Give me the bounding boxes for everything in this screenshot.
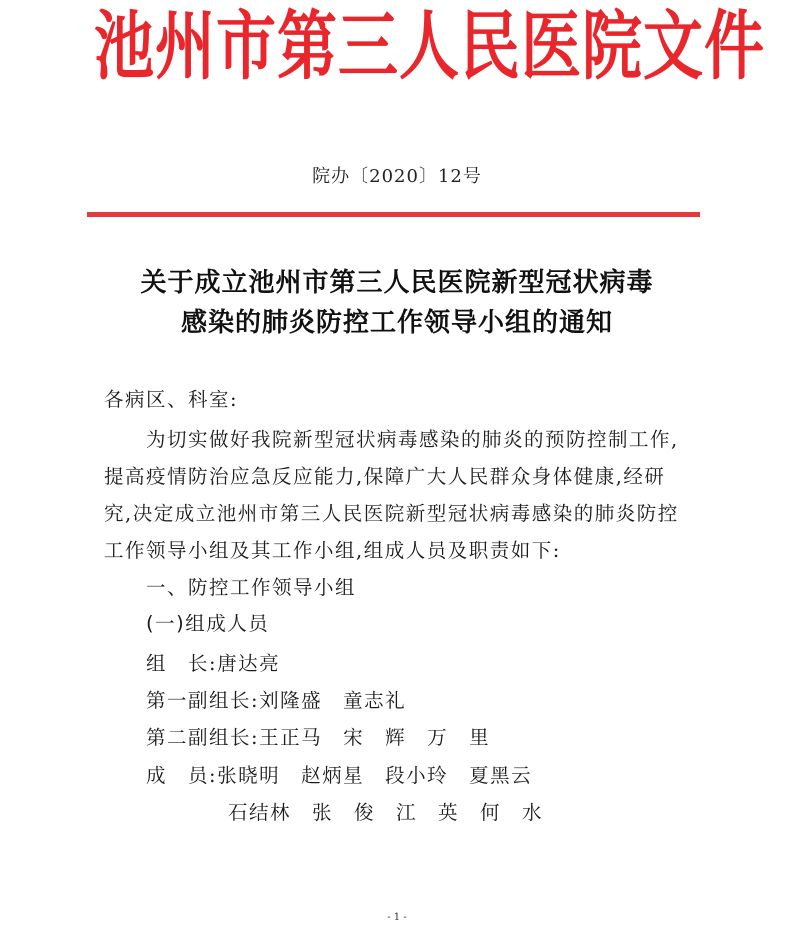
addressee: 各病区、科室: bbox=[104, 388, 239, 411]
first-deputy-line: 第一副组长:刘隆盛 童志礼 bbox=[146, 689, 407, 712]
section-heading: 一、防控工作领导小组 bbox=[146, 576, 357, 599]
members-line-2: 石结林 张 俊 江 英 何 水 bbox=[228, 801, 544, 824]
notice-title-line-2: 感染的肺炎防控工作领导小组的通知 bbox=[180, 308, 613, 338]
subsection-heading: (一)组成人员 bbox=[146, 612, 270, 635]
body-line-3: 究,决定成立池州市第三人民医院新型冠状病毒感染的肺炎防控 bbox=[104, 502, 679, 525]
notice-title-line-1: 关于成立池州市第三人民医院新型冠状病毒 bbox=[140, 268, 654, 298]
red-divider-line bbox=[87, 212, 700, 217]
document-header-title: 池州市第三人民医院文件 bbox=[94, 3, 765, 91]
second-deputy-line: 第二副组长:王正马 宋 辉 万 里 bbox=[146, 726, 491, 749]
body-line-1: 为切实做好我院新型冠状病毒感染的肺炎的预防控制工作, bbox=[146, 428, 679, 451]
members-line-1: 成 员:张晓明 赵炳星 段小玲 夏黑云 bbox=[146, 764, 533, 787]
group-leader-line: 组 长:唐达亮 bbox=[146, 652, 281, 675]
document-number: 院办〔2020〕12号 bbox=[312, 166, 482, 187]
body-line-4: 工作领导小组及其工作小组,组成人员及职责如下: bbox=[104, 539, 561, 562]
body-line-2: 提高疫情防治应急反应能力,保障广大人民群众身体健康,经研 bbox=[104, 465, 666, 488]
page-number: - 1 - bbox=[387, 912, 407, 923]
